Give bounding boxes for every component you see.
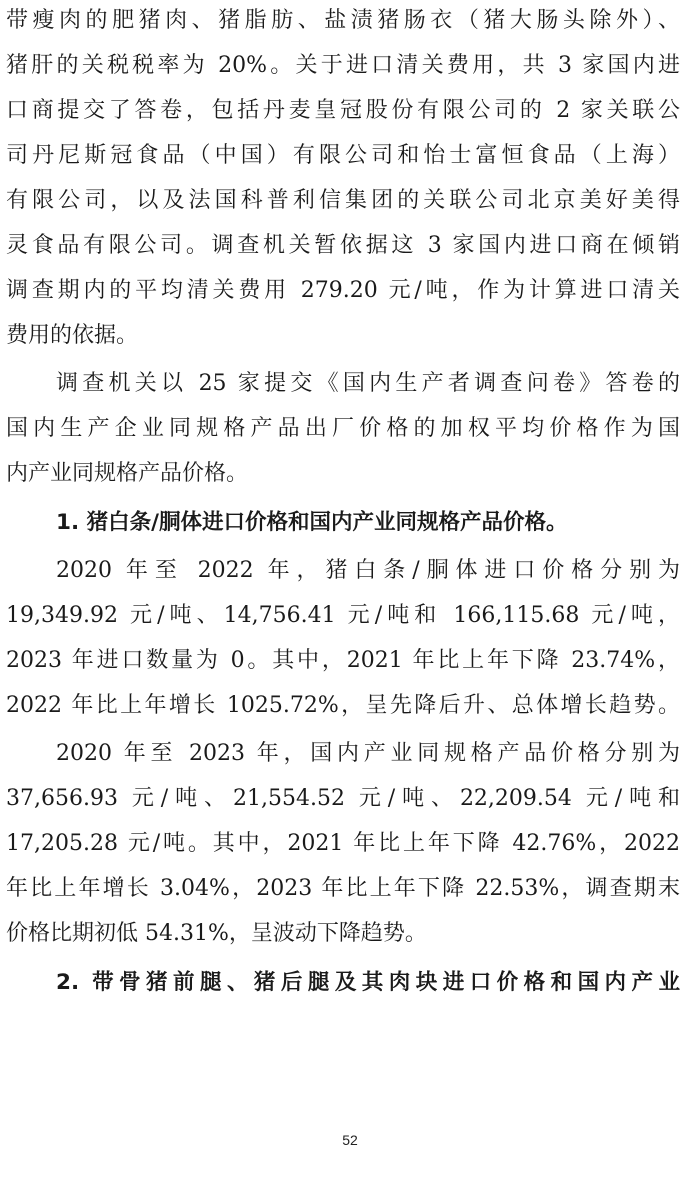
paragraph-line: 2020 年至 2022 年，猪白条/胴体进口价格分别为 xyxy=(56,558,680,583)
paragraph-line: 调查机关以 25 家提交《国内生产者调查问卷》答卷的 xyxy=(56,371,680,396)
paragraph-line: 2023 年进口数量为 0。其中，2021 年比上年下降 23.74%， xyxy=(6,648,680,673)
paragraph-line: 2022 年比上年增长 1025.72%，呈先降后升、总体增长趋势。 xyxy=(6,693,680,718)
paragraph-line: 37,656.93 元/吨、21,554.52 元/吨、22,209.54 元/吨和 xyxy=(6,786,680,811)
section-heading: 2. 带骨猪前腿、猪后腿及其肉块进口价格和国内产业 xyxy=(56,970,680,995)
paragraph-line: 有限公司，以及法国科普利信集团的关联公司北京美好美得 xyxy=(6,188,680,213)
paragraph-line: 19,349.92 元/吨、14,756.41 元/吨和 166,115.68 元/吨， xyxy=(6,603,680,628)
paragraph-line: 猪肝的关税税率为 20%。关于进口清关费用，共 3 家国内进 xyxy=(6,53,680,78)
page-number: 52 xyxy=(342,1132,358,1148)
paragraph-line: 内产业同规格产品价格。 xyxy=(6,461,249,486)
paragraph-line: 调查期内的平均清关费用 279.20 元/吨，作为计算进口清关 xyxy=(6,278,680,303)
paragraph-line: 2020 年至 2023 年，国内产业同规格产品价格分别为 xyxy=(56,741,680,766)
paragraph-line: 司丹尼斯冠食品（中国）有限公司和怡士富恒食品（上海） xyxy=(6,143,680,168)
paragraph-line: 17,205.28 元/吨。其中，2021 年比上年下降 42.76%，2022 xyxy=(6,831,680,856)
paragraph-line: 年比上年增长 3.04%，2023 年比上年下降 22.53%，调查期末 xyxy=(6,876,680,901)
paragraph-line: 带瘦肉的肥猪肉、猪脂肪、盐渍猪肠衣（猪大肠头除外）、 xyxy=(6,8,680,33)
paragraph-line: 费用的依据。 xyxy=(6,323,139,348)
paragraph-line: 口商提交了答卷，包括丹麦皇冠股份有限公司的 2 家关联公 xyxy=(6,98,680,123)
paragraph-line: 国内生产企业同规格产品出厂价格的加权平均价格作为国 xyxy=(6,416,680,441)
paragraph-line: 价格比期初低 54.31%，呈波动下降趋势。 xyxy=(6,921,427,946)
section-heading: 1. 猪白条/胴体进口价格和国内产业同规格产品价格。 xyxy=(56,510,568,535)
paragraph-line: 灵食品有限公司。调查机关暂依据这 3 家国内进口商在倾销 xyxy=(6,233,680,258)
